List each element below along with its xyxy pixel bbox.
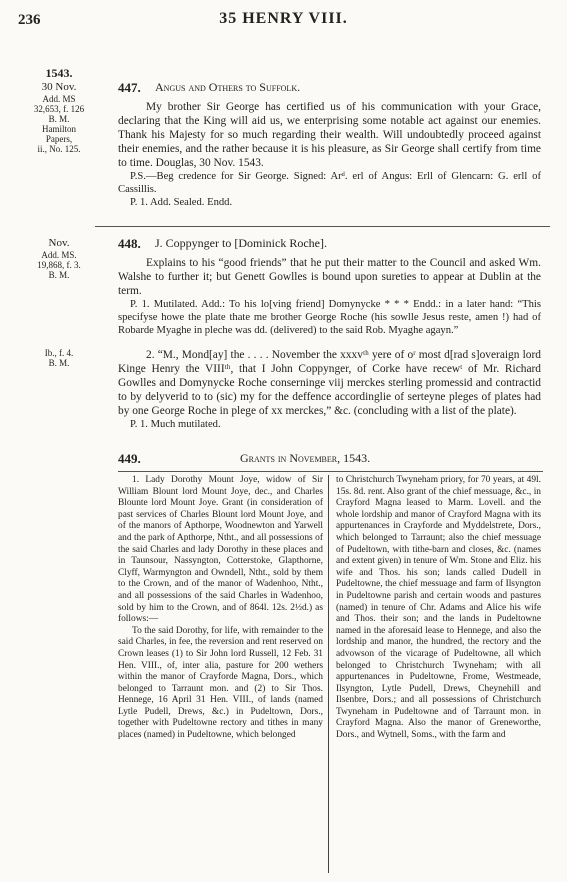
note-line: P. 1. Add. Sealed. Endd. — [130, 197, 233, 208]
entry-margin — [14, 66, 104, 154]
column-divider — [328, 475, 329, 873]
grant-paragraph: to Christchurch Twyneham priory, for 70 years, at 49l. 15s. 8d. rent. Also grant of the chief messuage, &c., in Crayford Magna leased to Marm. Lovell. and the whole lordship and manor of Crayford Magna with its appurtenances in Crayforde and Myddelstrete, Dors., which belonged to Tarraunt; also the chief messuage of Pudeltown, with tithe-barn and closes, &c. (names and extent given) in tenure of Wm. Stone and Eliz. his wife and Thos. his son; lands called Dudell in Pudeltowne, the chief messuage and farm of Ilsyngton in Pudeltowne parish and certain woods and pastures (named) in tenure of Chr. Adams and Alice his wife and Thos. their son; and the lands in Pudeltowne named in the aforesaid lease to Hennege, and also the lordship and manor, the hundred, the rectory and the advowson of the vicarage of Pudeltowne, all which belonged to Christchurch Twyneham; with all appurtenances in Pudeltowne, Frome, Westmeade, Ilsyngton, Lytle Pudell, Drews, Cheynehill and Ilsenbre, Dors.; and all possessions of Christchurch Twyneham in Pudeltowne and of Tarraunt mon. in Crayford Magna. Also the manor of Greneworthe, Dors., and Wytnell, Soms., with the farm and — [336, 475, 541, 741]
entry-notes — [118, 170, 541, 209]
ref-line: 32,653, f. 126 — [33, 104, 85, 114]
entry-date: 30 Nov. — [41, 81, 77, 93]
body-paragraph: 2. “M., Mond[ay] the . . . . November the xxxvᵗʰ yere of oʳ most d[rad s]overaign lord Kinge Henry the VIIIᵗʰ, that I John Coppynger, of Corke have recewᵗ of Mr. Richard Gowlles and Domynycke Roche conserninge viij merckes sterling promessid and contractid to by delyverid to to (sic) my for the deffence accordinglie of serteyne pleges of plates had by one George Roche in plege of xx merckes,” &c. (concluding with a list of the plate). — [118, 349, 541, 417]
entry-notes — [118, 418, 541, 431]
ref-line: Add. MS — [42, 94, 76, 104]
sub-entry-margin — [14, 348, 104, 368]
entry-number: 449. — [118, 451, 141, 466]
entry-number: 448. — [118, 236, 141, 251]
ref-line: 19,868, f. 3. — [37, 260, 81, 270]
divider — [118, 471, 543, 472]
body-paragraph: Explains to his “good friends” that he put their matter to the Council and asked Wm. Walshe to further it; but Genett Gowlles is bound upon sureties to appear at Dublin at the term. — [118, 257, 541, 297]
sub-entry-body — [118, 348, 541, 431]
body-paragraph: My brother Sir George has certified us of his communication with your Grace, declaring that the King will aid us, we enterprising some notable act against our enemies. Thank his Majesty for so much regarding their wealth. Will undoubtedly proceed against their enemies, and the rather because it is his pleasure, as Sir George shall certify from time to time. Douglas, 30 Nov. 1543. — [118, 101, 541, 169]
entry-title: J. Coppynger to [Dominick Roche]. — [155, 236, 327, 250]
grants-left-column — [118, 475, 323, 742]
ref-line: Hamilton — [42, 124, 76, 134]
ref-line: Papers, — [45, 134, 73, 144]
grant-paragraph: To the said Dorothy, for life, with remainder to the said Charles, in fee, the reversion and rent reserved on Crown leases (1) to Sir John lord Russell, 12 Feb. 31 Hen. VIII., of, inter alia, pasture for 200 wethers within the manor of Crayforde Magna, Dors., which belonged to Tarraunt mon. and (2) to Sir Thos. Hennege, 16 April 31 Hen. VIII., of lands (named Lytle Pudell, Drews, &c.) in Pudeltown, Dors., together with Pudeltowne rectory and tithes in many places (named) in Pudeltowne, which belonged — [118, 625, 323, 741]
note-line: P. 1. Mutilated. Add.: To his lo[ving friend] Domynycke * * * Endd.: in a later hand: “This specifyse howe the plate thate me brother George Roche (his sowlle Jesus reste, amen !) had of Robarde Myaghe in pleche was dd. (delivered) to the said Rob. Myaghe agayn.” — [118, 299, 541, 336]
ref-line: B. M. — [48, 358, 70, 368]
entry-body — [118, 256, 541, 337]
entry-body — [118, 100, 541, 209]
entry-date: Nov. — [48, 237, 70, 249]
page-header — [0, 8, 567, 38]
ref-line: ii., No. 125. — [37, 144, 81, 154]
divider — [95, 226, 550, 227]
entry-notes — [118, 298, 541, 337]
ref-line: Ib., f. 4. — [44, 348, 74, 358]
entry-title: Grants in November, 1543. — [240, 451, 371, 465]
running-title: 35 HENRY VIII. — [219, 10, 348, 27]
grants-columns — [118, 475, 543, 875]
grants-right-column — [336, 475, 541, 742]
entry-number: 447. — [118, 80, 141, 95]
page-number: 236 — [18, 12, 41, 28]
ref-line: B. M. — [48, 114, 70, 124]
note-line: P.S.—Beg credence for Sir George. Signed: Arᵈ. erl of Angus: Erll of Glencarn: G. erll of Cassillis. — [118, 171, 541, 195]
grant-paragraph: 1. Lady Dorothy Mount Joye, widow of Sir William Blount lord Mount Joye, dec., and Charles Blounte lord Mount Joye. Grant (in consideration of past services of Charles Blount lord Mount Joye, and of the manors of Apthorpe, Woodnewton and Yarwell and the park of Apthorpe, Ntht., and all possessions of the said Charles and lady Dorothy in these places and in Taunsour, Nassyngton, Cotterstoke, Glapthorne, Clyff, Warmyngton and Owndell, Ntht., sold by them to the Crown, and of the manor of Wadenhoo, Ntht., and all possessions of the said Charles in Wadenhoo, sold by him to the Crown, and of 864l. 12s. 2½d.) as follows:— — [118, 475, 323, 625]
ref-line: B. M. — [48, 270, 70, 280]
note-line: P. 1. Much mutilated. — [130, 419, 221, 430]
entry-year: 1543. — [45, 66, 73, 80]
entry-title: Angus and Others to Suffolk. — [155, 80, 301, 94]
entry-margin — [14, 236, 104, 280]
ref-line: Add. MS. — [41, 250, 77, 260]
